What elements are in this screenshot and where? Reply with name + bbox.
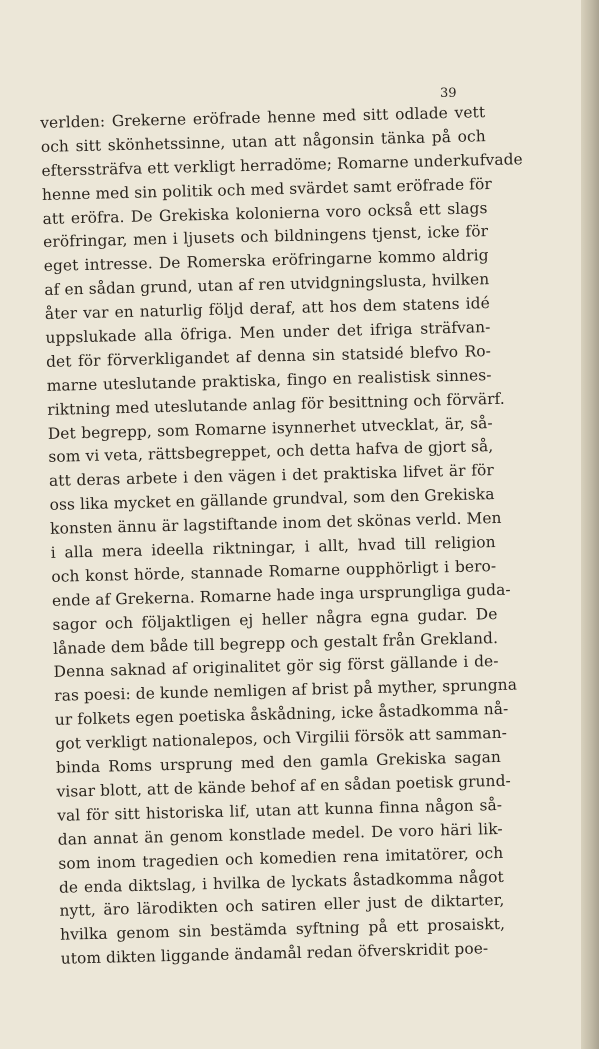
text-line: hvilka genom sin bestämda syftning på ett prosaiskt, [59,915,506,945]
text-line: det för förverkligandet af denna sin statsidé blefvo Ro- [45,341,492,371]
text-line: riktning med uteslutande anlag för besittning och förvärf. [47,389,506,419]
text-line: som inom tragedien och komedien rena imitatörer, och [58,843,504,873]
text-line: att deras arbete i den vägen i det praktiska lifvet är för [48,461,495,491]
text-line: nytt, äro lärodikten och satiren eller just de diktarter, [59,891,505,921]
text-line: lånade dem både till begrepp och gestalt från Grekland. [52,628,499,658]
text-line: och konst hörde, stannade Romarne oupphörligt i bero- [51,556,497,586]
text-line: ras poesi: de kunde nemligen af brist på myther, sprungna [54,675,518,706]
text-line: de enda diktslag, i hvilka de lyckats åstadkomma något [58,867,505,897]
text-line: eget intresse. De Romerska eröfringarne kommo aldrig [43,246,489,276]
text-line: val för sitt historiska lif, utan att kunna finna någon så- [56,795,503,825]
text-line: i alla mera ideella riktningar, i allt, hvad till religion [50,533,496,562]
text-line: visar blott, att de kände behof af en sådan poetisk grund- [56,771,512,801]
text-line: Det begrepp, som Romarne isynnerhet utvecklat, är, så- [47,413,493,443]
text-line: oss lika mycket en gällande grundval, som den Grekiska [49,485,495,515]
text-line: eröfringar, men i ljusets och bildningens tjenst, icke för [42,222,489,252]
text-line: ur folkets egen poetiska åskådning, icke åstadkomma nå- [54,700,509,730]
text-line: dan annat än genom konstlade medel. De voro häri lik- [57,819,503,849]
text-line: got verkligt nationalepos, och Virgilii försök att samman- [55,723,508,753]
text-line: verlden: Grekerne eröfrade henne med sitt odlade vett [40,103,486,132]
text-line: och sitt skönhetssinne, utan att någonsin tänka på och [40,127,486,156]
text-line: sagor och följaktligen ej heller några egna gudar. De [52,604,498,634]
page-edge [581,0,599,1049]
text-line: åter var en naturlig följd deraf, att hos dem statens idé [44,294,491,324]
text-line: af en sådan grund, utan af ren utvidgningslusta, hvilken [44,270,490,300]
text-line: marne uteslutande praktiska, fingo en realistisk sinnes- [46,365,492,395]
text-line: som vi veta, rättsbegreppet, och detta hafva de gjort så, [48,437,494,467]
text-line: henne med sin politik och med svärdet samt eröfrade för [41,174,492,204]
text-line: att eröfra. De Grekiska kolonierna voro också ett slags [42,198,488,228]
page-number: 39 [440,86,457,101]
text-line: binda Roms ursprung med den gamla Grekiska sagan [55,747,502,777]
text-line: konsten ännu är lagstiftande inom det skönas verld. Men [49,508,502,539]
body-text [40,101,523,972]
text-line: efterssträfva ett verkligt herradöme; Romarne underkufvade [41,150,523,180]
text-line: Denna saknad af originalitet gör sig först gällande i de- [53,652,499,682]
text-line: ende af Grekerna. Romarne hade inga ursprungliga guda- [51,580,511,610]
text-line: uppslukade alla öfriga. Men under det ifriga sträfvan- [45,318,491,347]
text-line: utom dikten liggande ändamål redan öfverskridit poe- [60,939,489,968]
